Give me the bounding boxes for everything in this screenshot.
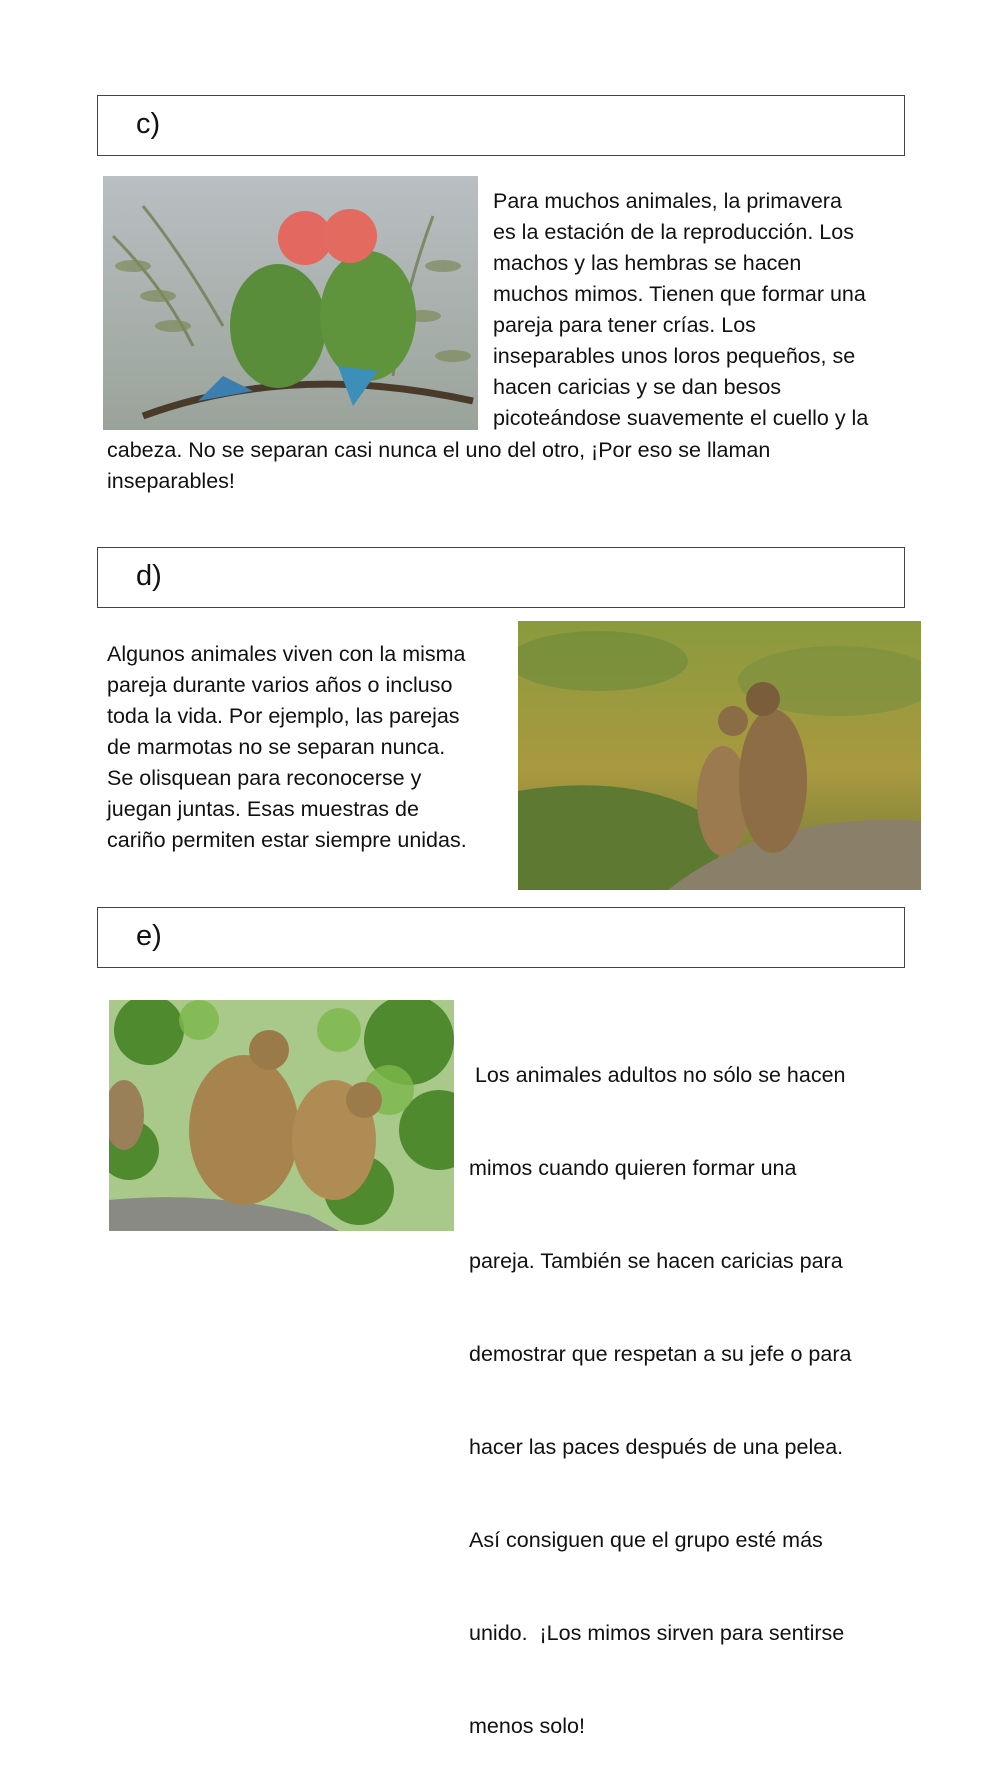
paragraph-line: de marmotas no se separan nunca. (107, 735, 446, 759)
section-label-d: d) (136, 560, 162, 592)
paragraph-c-continued (107, 435, 770, 497)
paragraph-line: Los animales adultos no sólo se hacen (469, 1063, 846, 1087)
paragraph-line: demostrar que respetan a su jefe o para (469, 1342, 852, 1366)
paragraph-e (469, 998, 851, 1773)
monkeys-photo (109, 1000, 454, 1231)
answer-box-d[interactable] (97, 547, 905, 608)
answer-box-e[interactable] (97, 907, 905, 968)
answer-box-c[interactable] (97, 95, 905, 156)
paragraph-line: juegan juntas. Esas muestras de (107, 797, 419, 821)
paragraph-line: pareja. También se hacen caricias para (469, 1249, 843, 1273)
paragraph-line: Así consiguen que el grupo esté más (469, 1528, 823, 1552)
paragraph-c (493, 186, 868, 434)
paragraph-line: pareja durante varios años o incluso (107, 673, 453, 697)
paragraph-line: hacen caricias y se dan besos (493, 375, 782, 399)
paragraph-line: es la estación de la reproducción. Los (493, 220, 854, 244)
section-label-c: c) (136, 108, 161, 140)
paragraph-line: inseparables unos loros pequeños, se (493, 344, 856, 368)
paragraph-line: inseparables! (107, 469, 235, 493)
paragraph-d (107, 639, 467, 856)
paragraph-line: machos y las hembras se hacen (493, 251, 802, 275)
paragraph-line: picoteándose suavemente el cuello y la (493, 406, 869, 430)
paragraph-line: hacer las paces después de una pelea. (469, 1435, 844, 1459)
paragraph-line: unido. ¡Los mimos sirven para sentirse (469, 1621, 845, 1645)
marmots-photo (518, 621, 921, 890)
lovebirds-photo (103, 176, 478, 430)
paragraph-line: Para muchos animales, la primavera (493, 189, 842, 213)
section-label-e: e) (136, 920, 162, 952)
paragraph-line: toda la vida. Por ejemplo, las parejas (107, 704, 460, 728)
paragraph-line: mimos cuando quieren formar una (469, 1156, 797, 1180)
paragraph-line: Algunos animales viven con la misma (107, 642, 466, 666)
paragraph-line: menos solo! (469, 1714, 585, 1738)
paragraph-line: Se olisquean para reconocerse y (107, 766, 422, 790)
paragraph-line: cariño permiten estar siempre unidas. (107, 828, 467, 852)
paragraph-line: muchos mimos. Tienen que formar una (493, 282, 866, 306)
paragraph-line: cabeza. No se separan casi nunca el uno del otro, ¡Por eso se llaman (107, 438, 771, 462)
paragraph-line: pareja para tener crías. Los (493, 313, 756, 337)
